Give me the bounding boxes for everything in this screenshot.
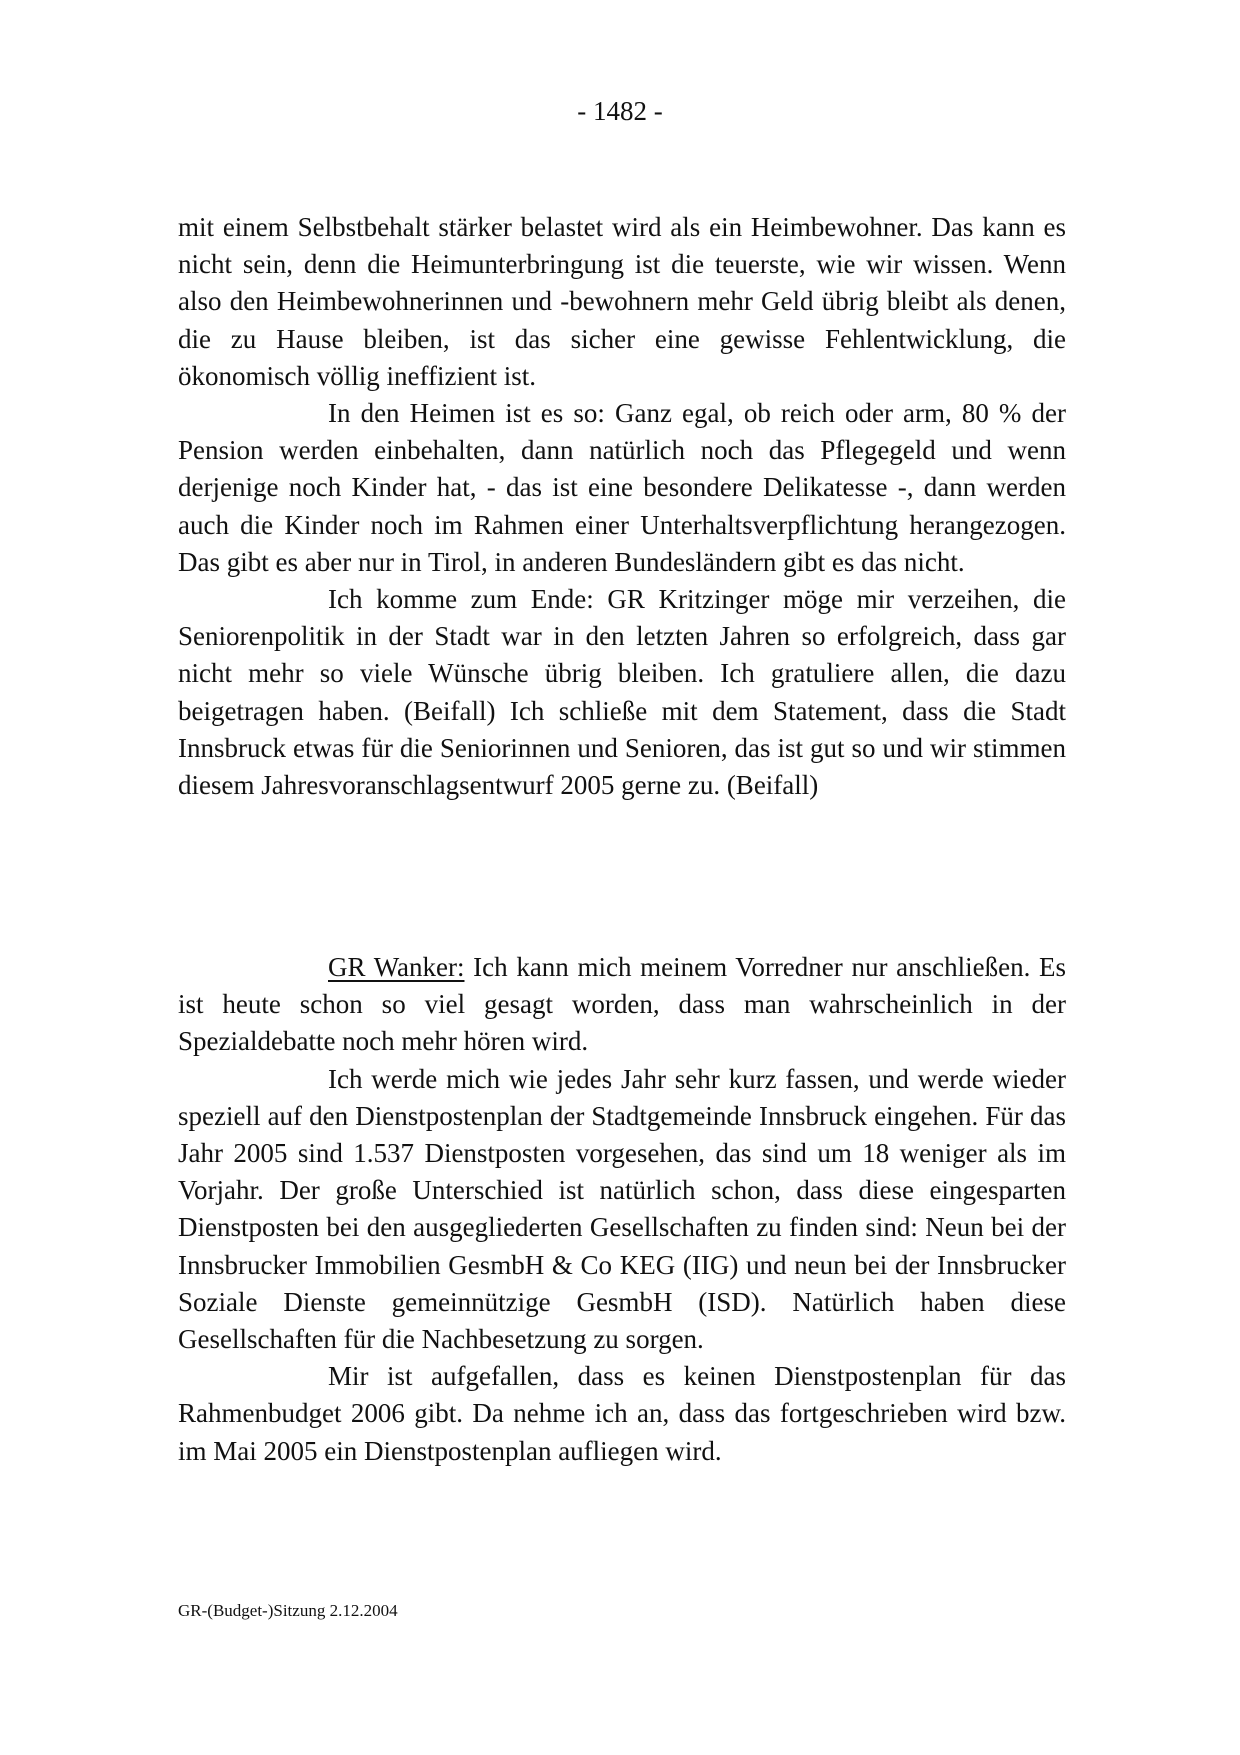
paragraph-continuation: mit einem Selbstbehalt stärker belastet wird als ein Heimbewohner. Das kann es nicht sein, denn die Heimunterbringung ist die teuerste, wie wir wissen. Wenn also den Heimbewohnerinnen und -bewohnern mehr Geld übrig bleibt als denen, die zu Hause bleiben, ist das sicher eine gewisse Fehlentwicklung, die ökonomisch völlig ineffizient ist.: [178, 212, 1066, 391]
speaker-intro-text: Ich kann mich meinem Vorredner nur anschließen. Es ist heute schon so viel gesagt worden, dass man wahrscheinlich in der Spezialdebatte noch mehr hören wird.: [178, 952, 1066, 1057]
speaker-name: GR Wanker:: [328, 952, 465, 982]
paragraph-rahmenbudget: Mir ist aufgefallen, dass es keinen Dienstpostenplan für das Rahmenbudget 2006 gibt. Da nehme ich an, dass das fortgeschrieben wird bzw. im Mai 2005 ein Dienstpostenplan aufliegen wird.: [178, 1361, 1066, 1466]
footer-session-label: GR-(Budget-)Sitzung 2.12.2004: [178, 1601, 398, 1620]
page-number: - 1482 -: [577, 96, 663, 126]
text-block-section-2: [178, 949, 1066, 1470]
text-block-section-1: [178, 209, 1066, 804]
paragraph-heime: In den Heimen ist es so: Ganz egal, ob reich oder arm, 80 % der Pension werden einbehalten, dann natürlich noch das Pflegegeld und wenn derjenige noch Kinder hat, - das ist eine besondere Delikatesse -, dann werden auch die Kinder noch im Rahmen einer Unterhaltsverpflichtung herangezogen. Das gibt es aber nur in Tirol, in anderen Bundesländern gibt es das nicht.: [178, 398, 1066, 577]
paragraph-dienstposten: Ich werde mich wie jedes Jahr sehr kurz fassen, und werde wieder speziell auf den Dienstpostenplan der Stadtgemeinde Innsbruck eingehen. Für das Jahr 2005 sind 1.537 Dienstposten vorgesehen, das sind um 18 weniger als im Vorjahr. Der große Unterschied ist natürlich schon, dass diese eingesparten Dienstposten bei den ausgegliederten Gesellschaften zu finden sind: Neun bei der Innsbrucker Immobilien GesmbH & Co KEG (IIG) und neun bei der Innsbrucker Soziale Dienste gemeinnützige GesmbH (ISD). Natürlich haben diese Gesellschaften für die Nachbesetzung zu sorgen.: [178, 1063, 1066, 1355]
paragraph-ende: Ich komme zum Ende: GR Kritzinger möge mir verzeihen, die Seniorenpolitik in der Stadt war in den letzten Jahren so erfolgreich, dass gar nicht mehr so viele Wünsche übrig bleiben. Ich gratuliere allen, die dazu beigetragen haben. (Beifall) Ich schließe mit dem Statement, dass die Stadt Innsbruck etwas für die Seniorinnen und Senioren, das ist gut so und wir stimmen diesem Jahresvoranschlagsentwurf 2005 gerne zu. (Beifall): [178, 584, 1066, 801]
paragraph-speaker-intro: [178, 949, 1066, 1061]
